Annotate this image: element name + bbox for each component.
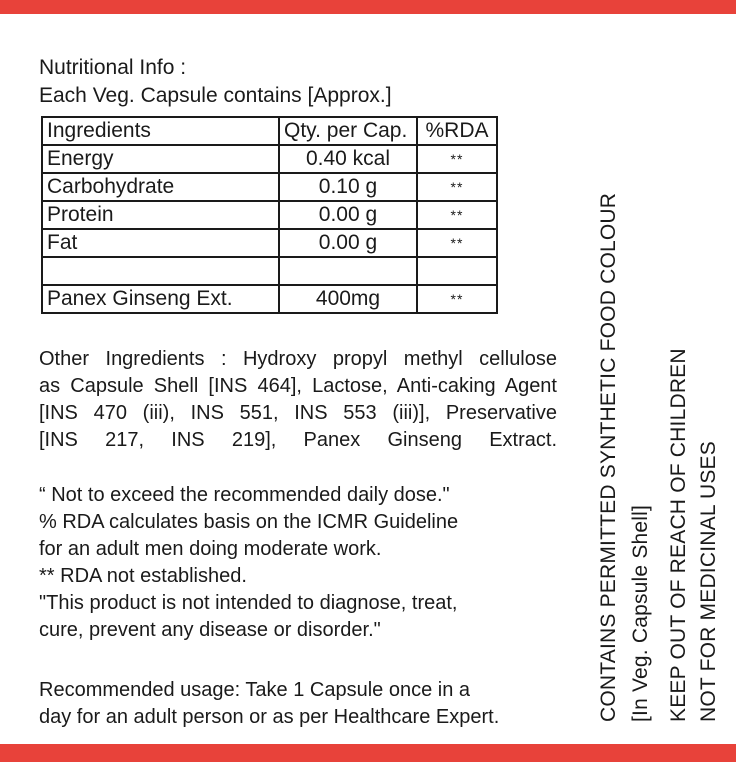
- qty-cell: 0.00 g: [279, 229, 417, 257]
- table-header-row: [42, 117, 497, 145]
- table-row: [42, 145, 497, 173]
- ingredient-cell: Carbohydrate: [42, 173, 279, 201]
- table-row: [42, 173, 497, 201]
- other-ingredients-line: [INS 217, INS 219], Panex Ginseng Extract.: [39, 429, 557, 451]
- note-line: for an adult men doing moderate work.: [39, 538, 382, 560]
- qty-cell: [279, 257, 417, 285]
- header-ingredients: Ingredients: [42, 117, 279, 145]
- note-line: "This product is not intended to diagnose, treat,: [39, 592, 458, 614]
- other-ingredients-line: [INS 470 (iii), INS 551, INS 553 (iii)], Preservative: [39, 402, 557, 424]
- header-qty: Qty. per Cap.: [279, 117, 417, 145]
- ingredient-cell: Fat: [42, 229, 279, 257]
- capsule-contents-subheading: Each Veg. Capsule contains [Approx.]: [39, 84, 392, 107]
- table-row: [42, 229, 497, 257]
- ingredient-cell: Panex Ginseng Ext.: [42, 285, 279, 313]
- medicinal-warning: NOT FOR MEDICINAL USES: [697, 441, 720, 722]
- header-rda: %RDA: [417, 117, 497, 145]
- rda-cell: **: [417, 285, 497, 313]
- ingredient-cell: [42, 257, 279, 285]
- rda-cell: **: [417, 201, 497, 229]
- usage-line: Recommended usage: Take 1 Capsule once in a: [39, 679, 471, 701]
- usage-line: day for an adult person or as per Healthcare Expert.: [39, 706, 500, 728]
- rda-cell: **: [417, 173, 497, 201]
- ingredient-cell: Energy: [42, 145, 279, 173]
- recommended-usage: [39, 677, 499, 731]
- ingredient-cell: Protein: [42, 201, 279, 229]
- qty-cell: 0.40 kcal: [279, 145, 417, 173]
- other-ingredients-text: [39, 346, 557, 454]
- note-line: % RDA calculates basis on the ICMR Guideline: [39, 511, 459, 533]
- note-line: cure, prevent any disease or disorder.": [39, 619, 381, 641]
- table-row-empty: [42, 257, 497, 285]
- rda-cell: **: [417, 145, 497, 173]
- nutritional-info-heading: Nutritional Info :: [39, 56, 187, 79]
- food-colour-statement: CONTAINS PERMITTED SYNTHETIC FOOD COLOUR: [597, 192, 620, 722]
- qty-cell: 400mg: [279, 285, 417, 313]
- other-ingredients-line: Other Ingredients : Hydroxy propyl methyl cellulose: [39, 348, 557, 370]
- capsule-shell-note: [In Veg. Capsule Shell]: [629, 504, 652, 722]
- rda-cell: **: [417, 229, 497, 257]
- notes-block: [39, 482, 458, 644]
- rda-cell: [417, 257, 497, 285]
- other-ingredients-line: as Capsule Shell [INS 464], Lactose, Anti-caking Agent: [39, 375, 557, 397]
- nutrition-table: [41, 116, 498, 314]
- note-line: “ Not to exceed the recommended daily dose.": [39, 484, 450, 506]
- table-row: [42, 285, 497, 313]
- table-row: [42, 201, 497, 229]
- bottom-accent-bar: [0, 744, 736, 762]
- top-accent-bar: [0, 0, 736, 14]
- note-line: ** RDA not established.: [39, 565, 247, 587]
- qty-cell: 0.10 g: [279, 173, 417, 201]
- children-warning: KEEP OUT OF REACH OF CHILDREN: [667, 348, 690, 722]
- qty-cell: 0.00 g: [279, 201, 417, 229]
